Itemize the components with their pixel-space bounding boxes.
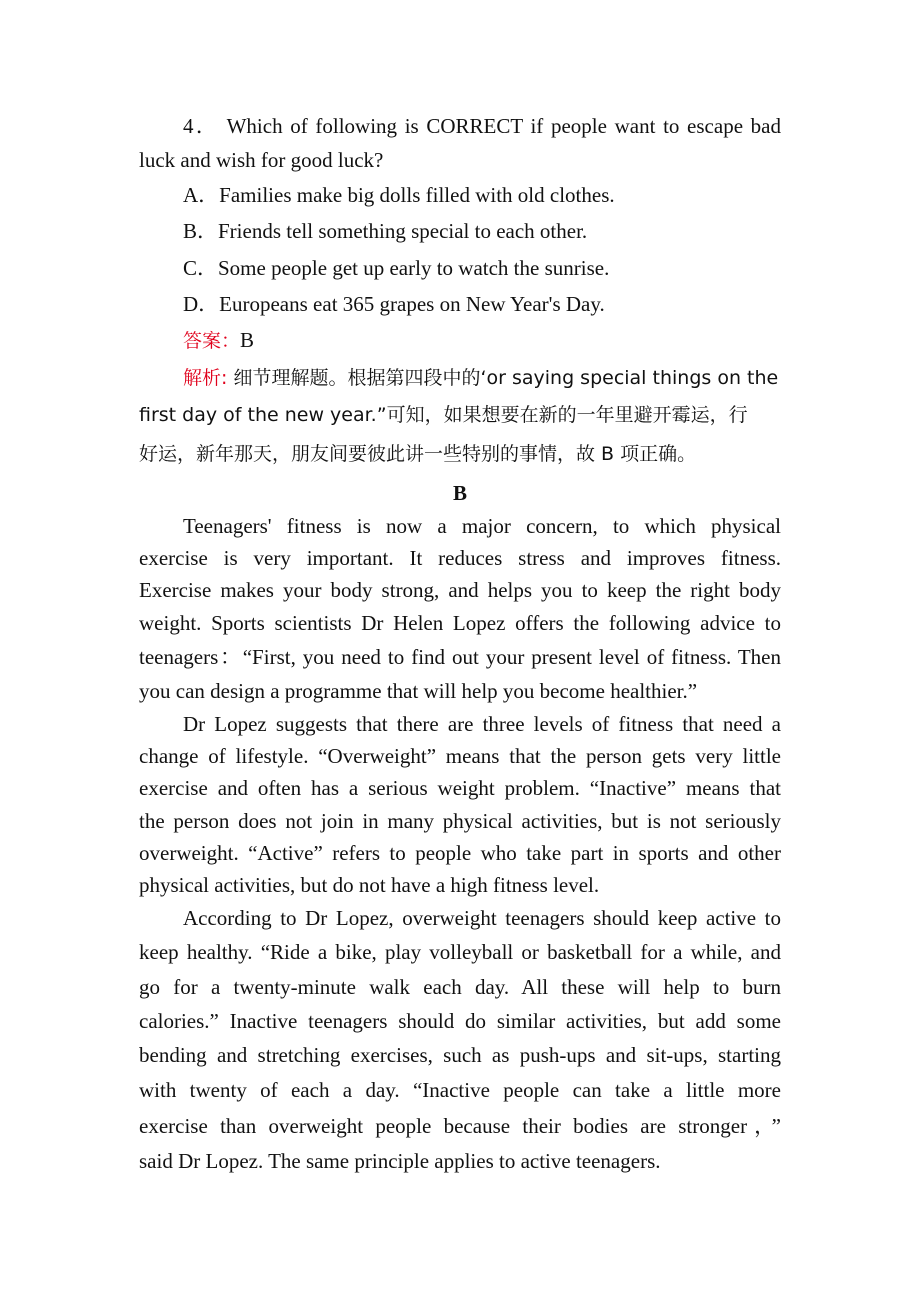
passage-line: Teenagers' fitness is now a major concern, to which physical [183, 514, 781, 538]
answer-row [183, 325, 781, 356]
analysis-row [183, 362, 781, 393]
question-stem-continued: luck and wish for good luck? [139, 148, 384, 172]
passage-line: said Dr Lopez. The same principle applies to active teenagers. [139, 1149, 661, 1173]
passage-line: Exercise makes your body strong, and helps you to keep the right body [139, 578, 781, 602]
option-d: D．Europeans eat 365 grapes on New Year's Day. [183, 292, 605, 316]
option-b: B．Friends tell something special to each other. [183, 219, 588, 243]
passage-line: exercise is very important. It reduces stress and improves fitness. [139, 546, 781, 570]
passage-line: the person does not join in many physical activities, but is not seriously [139, 809, 781, 833]
option-c: C．Some people get up early to watch the sunrise. [183, 256, 610, 280]
passage-line: you can design a programme that will help you become healthier.” [139, 679, 698, 703]
passage-line: According to Dr Lopez, overweight teenagers should keep active to [183, 906, 781, 930]
answer-value: B [240, 328, 255, 352]
passage-line: Dr Lopez suggests that there are three levels of fitness that need a [183, 712, 781, 736]
passage-line: teenagers：“First, you need to find out your present level of fitness. Then [139, 645, 781, 669]
passage-line: go for a twenty-minute walk each day. All these will help to burn [139, 975, 781, 999]
passage-line: exercise and often has a serious weight problem. “Inactive” means that [139, 776, 781, 800]
analysis-text: 细节理解题。根据第四段中的‘or saying special things on the [227, 367, 779, 389]
option-a: A．Families make big dolls filled with old clothes. [183, 183, 615, 207]
analysis-label: 解析: [183, 367, 228, 389]
passage-line: keep healthy. “Ride a bike, play volleyball or basketball for a while, and [139, 940, 781, 964]
passage-line: overweight. “Active” refers to people who take part in sports and other [139, 841, 781, 865]
passage-line: physical activities, but do not have a high fitness level. [139, 873, 600, 897]
analysis-text-line-3: 好运，新年那天，朋友间要彼此讲一些特别的事情，故 B 项正确。 [139, 443, 697, 465]
section-heading: B [452, 481, 467, 505]
passage-line: weight. Sports scientists Dr Helen Lopez offers the following advice to [139, 611, 781, 635]
passage-line: exercise than overweight people because their bodies are stronger，” [139, 1114, 781, 1138]
question-stem: 4． Which of following is CORRECT if people want to escape bad [183, 114, 781, 138]
passage-line: bending and stretching exercises, such as push-ups and sit-ups, starting [139, 1043, 781, 1067]
passage-line: change of lifestyle. “Overweight” means that the person gets very little [139, 744, 781, 768]
answer-label: 答案： [183, 330, 241, 352]
analysis-text-line-2: first day of the new year.”可知，如果想要在新的一年里避开霉运，行 [139, 404, 748, 426]
passage-line: calories.” Inactive teenagers should do similar activities, but add some [139, 1009, 781, 1033]
passage-line: with twenty of each a day. “Inactive people can take a little more [139, 1078, 781, 1102]
